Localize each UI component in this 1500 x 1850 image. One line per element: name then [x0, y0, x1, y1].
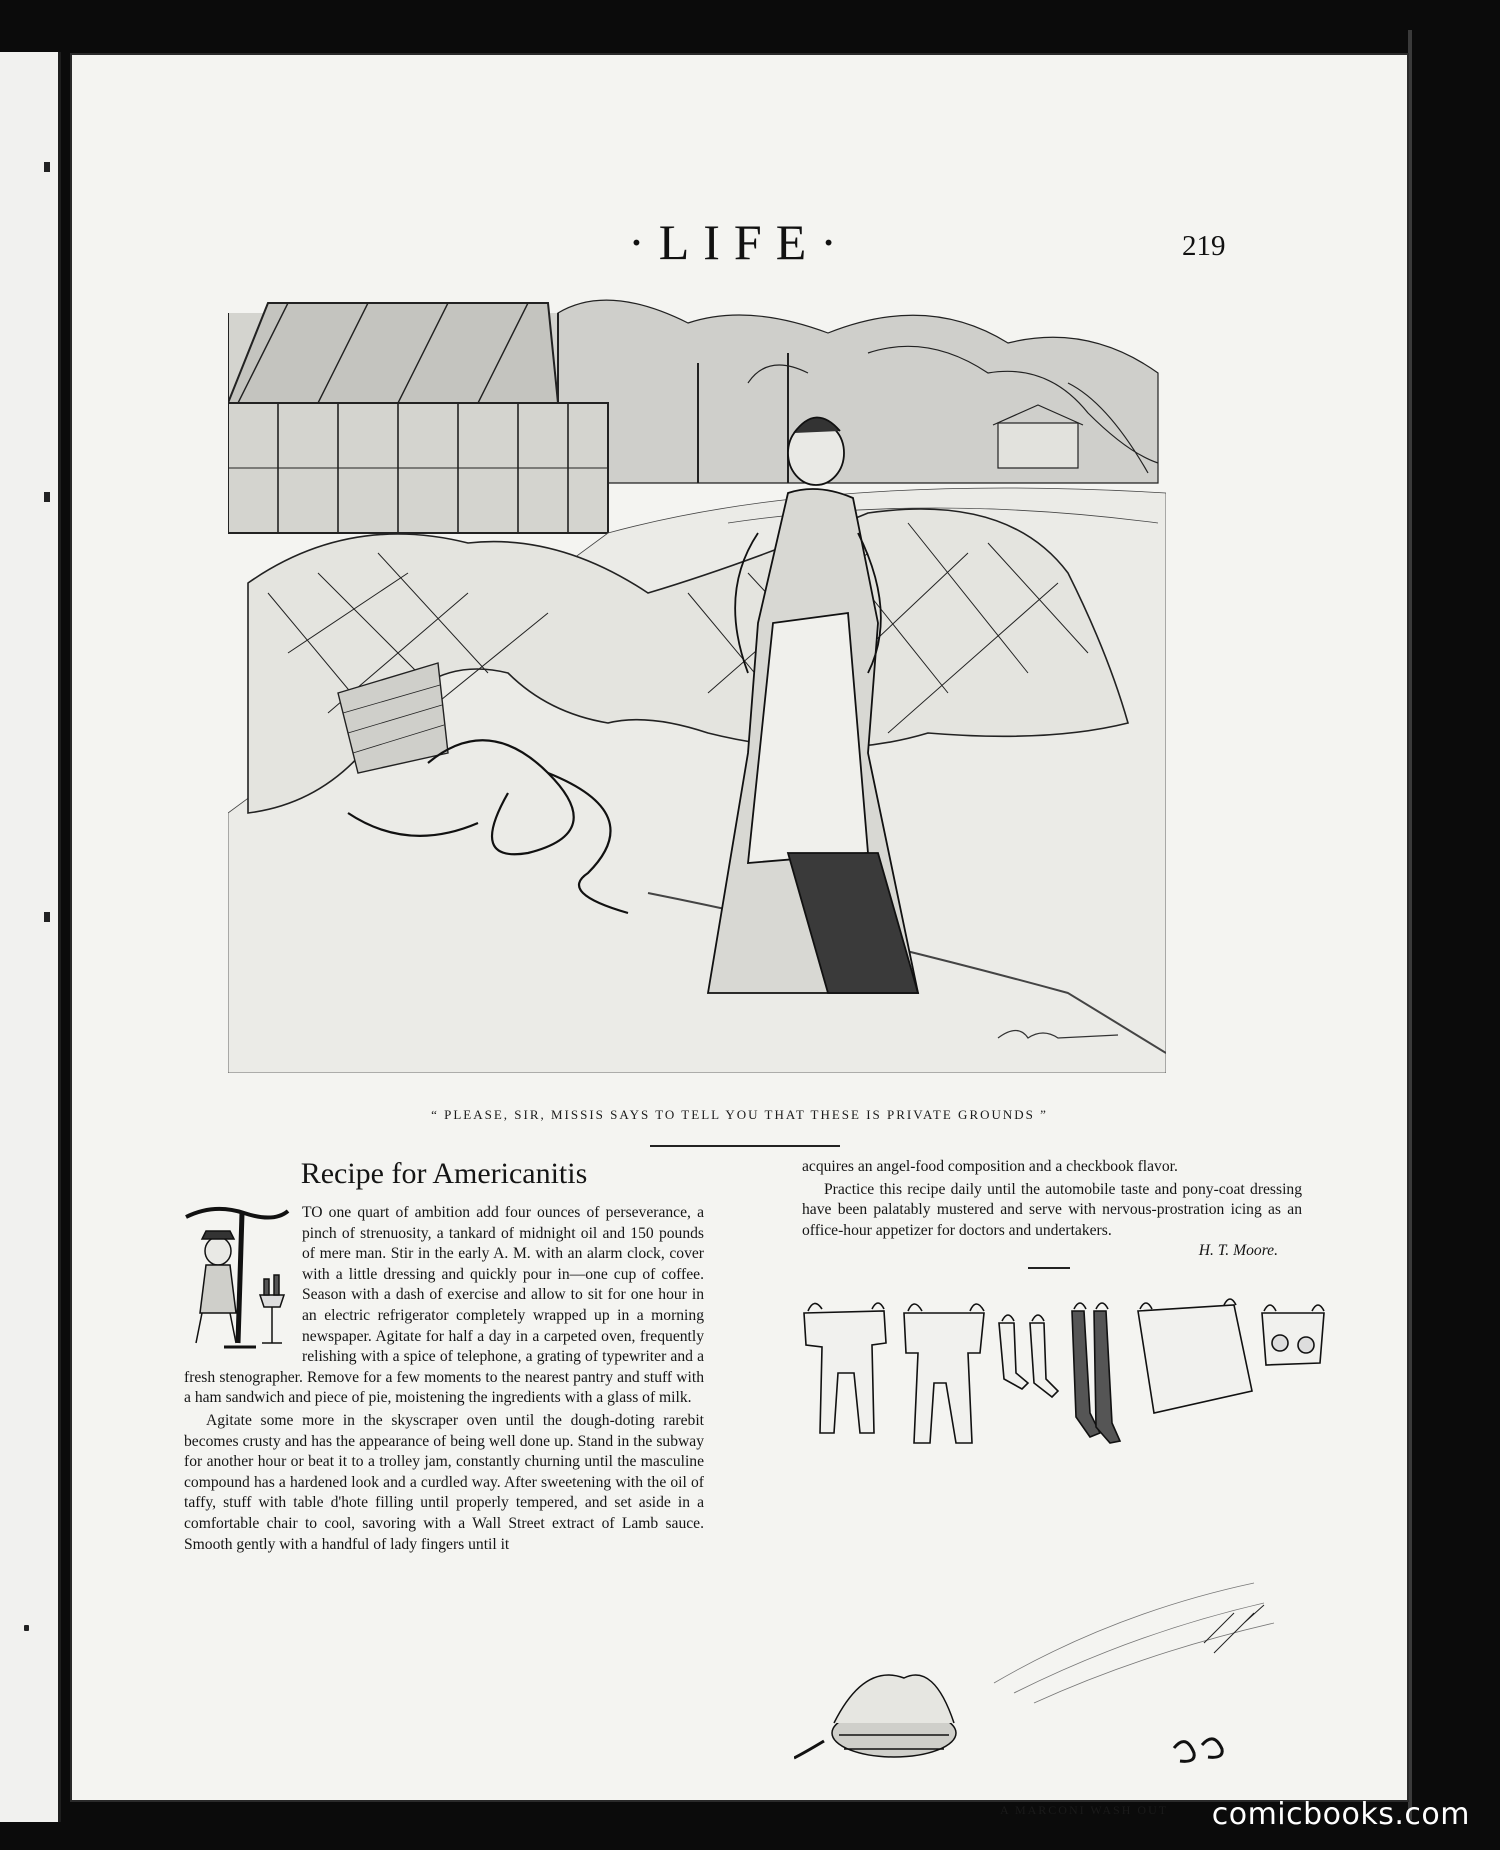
top-illustration [228, 293, 1166, 1073]
right-page-edge [1408, 30, 1412, 1820]
divider-rule [650, 1145, 840, 1147]
article-paragraph: TO one quart of ambition add four ounces of perseverance, a pinch of strenuosity, a tankard of midnight oil and 150 pounds of mere man. Stir in the early A. M. with an alarm clock, cover with a little dressing and quickly pour in—one cup of coffee. Season with a dash of exercise and allow to sit for one hour in an electric refrigerator completely wrapped up in a morning newspaper. Agitate for half a day in a carpeted oven, frequently relishing with a spice of telephone, a grating of typewriter and a fresh stenographer. Remove for a few moments to the nearest pantry and stuff with a ham sandwich and piece of pie, moistening the ingredients with a glass of milk. [184, 1204, 704, 1407]
dropcap-illustration [184, 1203, 292, 1351]
divider-rule-small [1028, 1267, 1070, 1269]
article-right-column [802, 1157, 1302, 1262]
margin-mark [24, 1625, 29, 1631]
trees-background [558, 300, 1158, 483]
page-edge-mark [44, 162, 50, 172]
watermark: comicbooks.com [1211, 1797, 1470, 1832]
magazine-page [72, 55, 1407, 1817]
page-number: 219 [1182, 230, 1226, 262]
article-paragraph: Agitate some more in the skyscraper oven until the dough-doting rarebit becomes crusty and has the appearance of being well done up. Stand in the subway for another hour or beat it to a trolley jam, constantly churning until the masculine compound has a hardened look and a curdled way. After sweetening with the oil of taffy, stuff with table d'hote filling until properly tempered, and set aside in a comfortable chair to cool, savoring with a Wall Street extract of Lamb sauce. Smooth gently with a handful of lady fingers until it [184, 1411, 704, 1553]
laundry-illustration-caption: A MARCONI WASH OUT [999, 1803, 1169, 1817]
article-title: Recipe for Americanitis [300, 1157, 588, 1190]
article-left-column [184, 1157, 704, 1555]
greenhouse [228, 303, 608, 533]
article-paragraph: Practice this recipe daily until the automobile taste and pony-coat dressing have been palatably mustered and serve with nervous-prostration icing as an office-hour appetizer for doctors and undertakers. [802, 1180, 1302, 1239]
left-page-edge [0, 52, 61, 1822]
page-edge-mark [44, 492, 50, 502]
article-paragraph: acquires an angel-food composition and a checkbook flavor. [802, 1158, 1178, 1175]
article-author: H. T. Moore. [1198, 1242, 1278, 1260]
top-illustration-caption: “ PLEASE, SIR, MISSIS SAYS TO TELL YOU THAT THESE IS PRIVATE GROUNDS ” [431, 1107, 1048, 1122]
page-edge-mark [44, 912, 50, 922]
masthead: ·LIFE· [628, 214, 851, 270]
laundry-illustration [794, 1283, 1374, 1801]
